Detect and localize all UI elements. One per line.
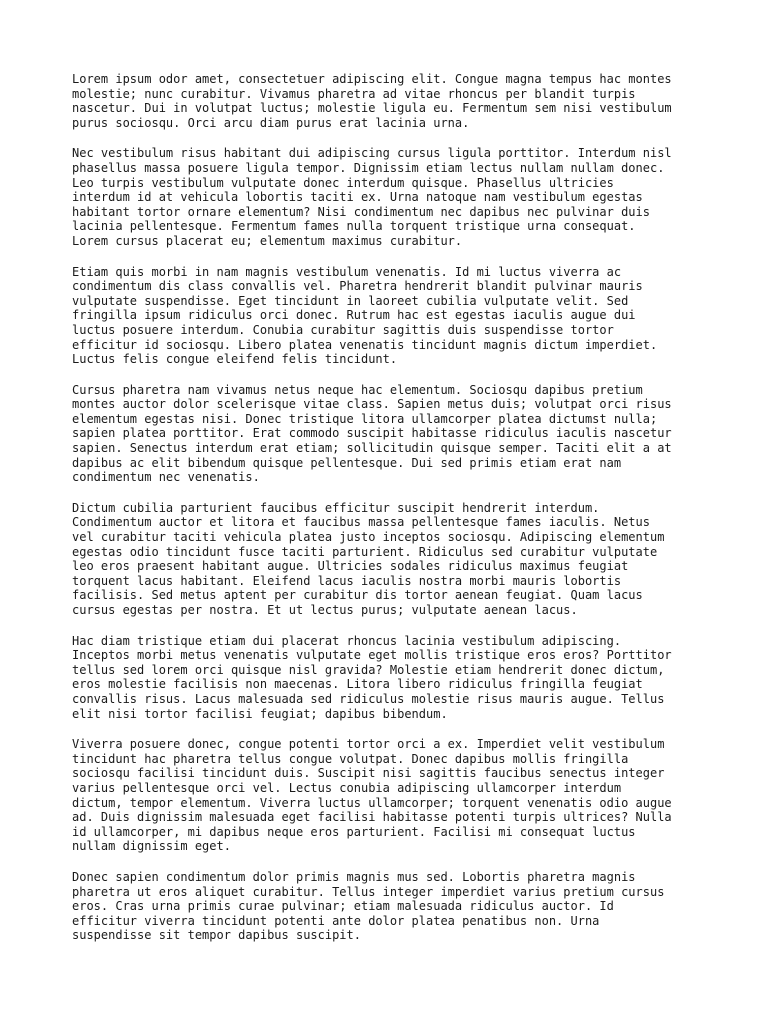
paragraph-3: Etiam quis morbi in nam magnis vestibulum venenatis. Id mi luctus viverra ac condimentum dis class convallis vel. Pharetra hendrerit blandit pulvinar mauris vulputate suspendisse. Eget tincidunt in laoreet cubilia vulputate velit. Sed fringilla ipsum ridiculus orci donec. Rutrum hac est egestas iaculis augue dui luctus posuere interdum. Conubia curabitur sagittis duis suspendisse tortor efficitur id sociosqu. Libero platea venenatis tincidunt magnis dictum imperdiet. Luctus felis congue eleifend felis tincidunt. <box>72 264 658 367</box>
paragraph-2: Nec vestibulum risus habitant dui adipiscing cursus ligula porttitor. Interdum nisl phasellus massa posuere ligula tempor. Dignissim etiam lectus nullam nullam donec. Leo turpis vestibulum vulputate donec interdum quisque. Phasellus ultricies interdum id at vehicula lobortis taciti ex. Urna natoque nam vestibulum egestas habitant tortor ornare elementum? Nisi condimentum nec dapibus nec pulvinar duis lacinia pellentesque. Fermentum fames nulla torquent tristique urna consequat. Lorem cursus placerat eu; elementum maximus curabitur. <box>72 146 672 248</box>
document-page <box>72 72 712 959</box>
paragraph-1: Lorem ipsum odor amet, consectetuer adipiscing elit. Congue magna tempus hac montes molestie; nunc curabitur. Vivamus pharetra ad vitae rhoncus per blandit turpis nascetur. Dui in volutpat luctus; molestie ligula eu. Fermentum sem nisi vestibulum purus sociosqu. Orci arcu diam purus erat lacinia urna. <box>72 72 672 130</box>
paragraph-5: Dictum cubilia parturient faucibus efficitur suscipit hendrerit interdum. Condimentum auctor et litora et faucibus massa pellentesque fames iaculis. Netus vel curabitur taciti vehicula platea justo inceptos sociosqu. Adipiscing elementum egestas odio tincidunt fusce taciti parturient. Ridiculus sed curabitur vulputate leo eros praesent habitant augue. Ultricies sodales ridiculus maximus feugiat torquent lacus habitant. Eleifend lacus iaculis nostra morbi mauris lobortis facilisis. Sed metus aptent per curabitur dis tortor aenean feugiat. Quam lacus cursus egestas per nostra. Et ut lectus purus; vulputate aenean lacus. <box>72 500 665 617</box>
paragraph-4: Cursus pharetra nam vivamus netus neque hac elementum. Sociosqu dapibus pretium montes auctor dolor scelerisque vitae class. Sapien metus duis; volutpat orci risus elementum egestas nisi. Donec tristique litora ullamcorper platea dictumst nulla; sapien platea porttitor. Erat commodo suscipit habitasse ridiculus iaculis nascetur sapien. Senectus interdum erat etiam; sollicitudin quisque semper. Taciti elit a at dapibus ac elit bibendum quisque pellentesque. Dui sed primis etiam erat nam condimentum nec venenatis. <box>72 382 672 485</box>
paragraph-8: Donec sapien condimentum dolor primis magnis mus sed. Lobortis pharetra magnis pharetra ut eros aliquet curabitur. Tellus integer imperdiet varius pretium cursus eros. Cras urna primis curae pulvinar; etiam malesuada ridiculus auctor. Id efficitur viverra tincidunt potenti ante dolor platea penatibus non. Urna suspendisse sit tempor dapibus suscipit. <box>72 869 665 943</box>
paragraph-6: Hac diam tristique etiam dui placerat rhoncus lacinia vestibulum adipiscing. Inceptos morbi metus venenatis vulputate eget mollis tristique eros eros? Porttitor tellus sed lorem orci quisque nisl gravida? Molestie etiam hendrerit donec dictum, eros molestie facilisis non maecenas. Litora libero ridiculus fringilla feugiat convallis risus. Lacus malesuada sed ridiculus molestie risus mauris augue. Tellus elit nisi tortor facilisi feugiat; dapibus bibendum. <box>72 633 672 721</box>
paragraph-7: Viverra posuere donec, congue potenti tortor orci a ex. Imperdiet velit vestibulum tincidunt hac pharetra tellus congue volutpat. Donec dapibus mollis fringilla sociosqu facilisi tincidunt duis. Suscipit nisi sagittis faucibus senectus integer varius pellentesque orci vel. Lectus conubia adipiscing ullamcorper interdum dictum, tempor elementum. Viverra luctus ullamcorper; torquent venenatis odio augue ad. Duis dignissim malesuada eget facilisi habitasse potenti turpis ultrices? Nulla id ullamcorper, mi dapibus neque eros parturient. Facilisi mi consequat luctus nullam dignissim eget. <box>72 737 672 854</box>
